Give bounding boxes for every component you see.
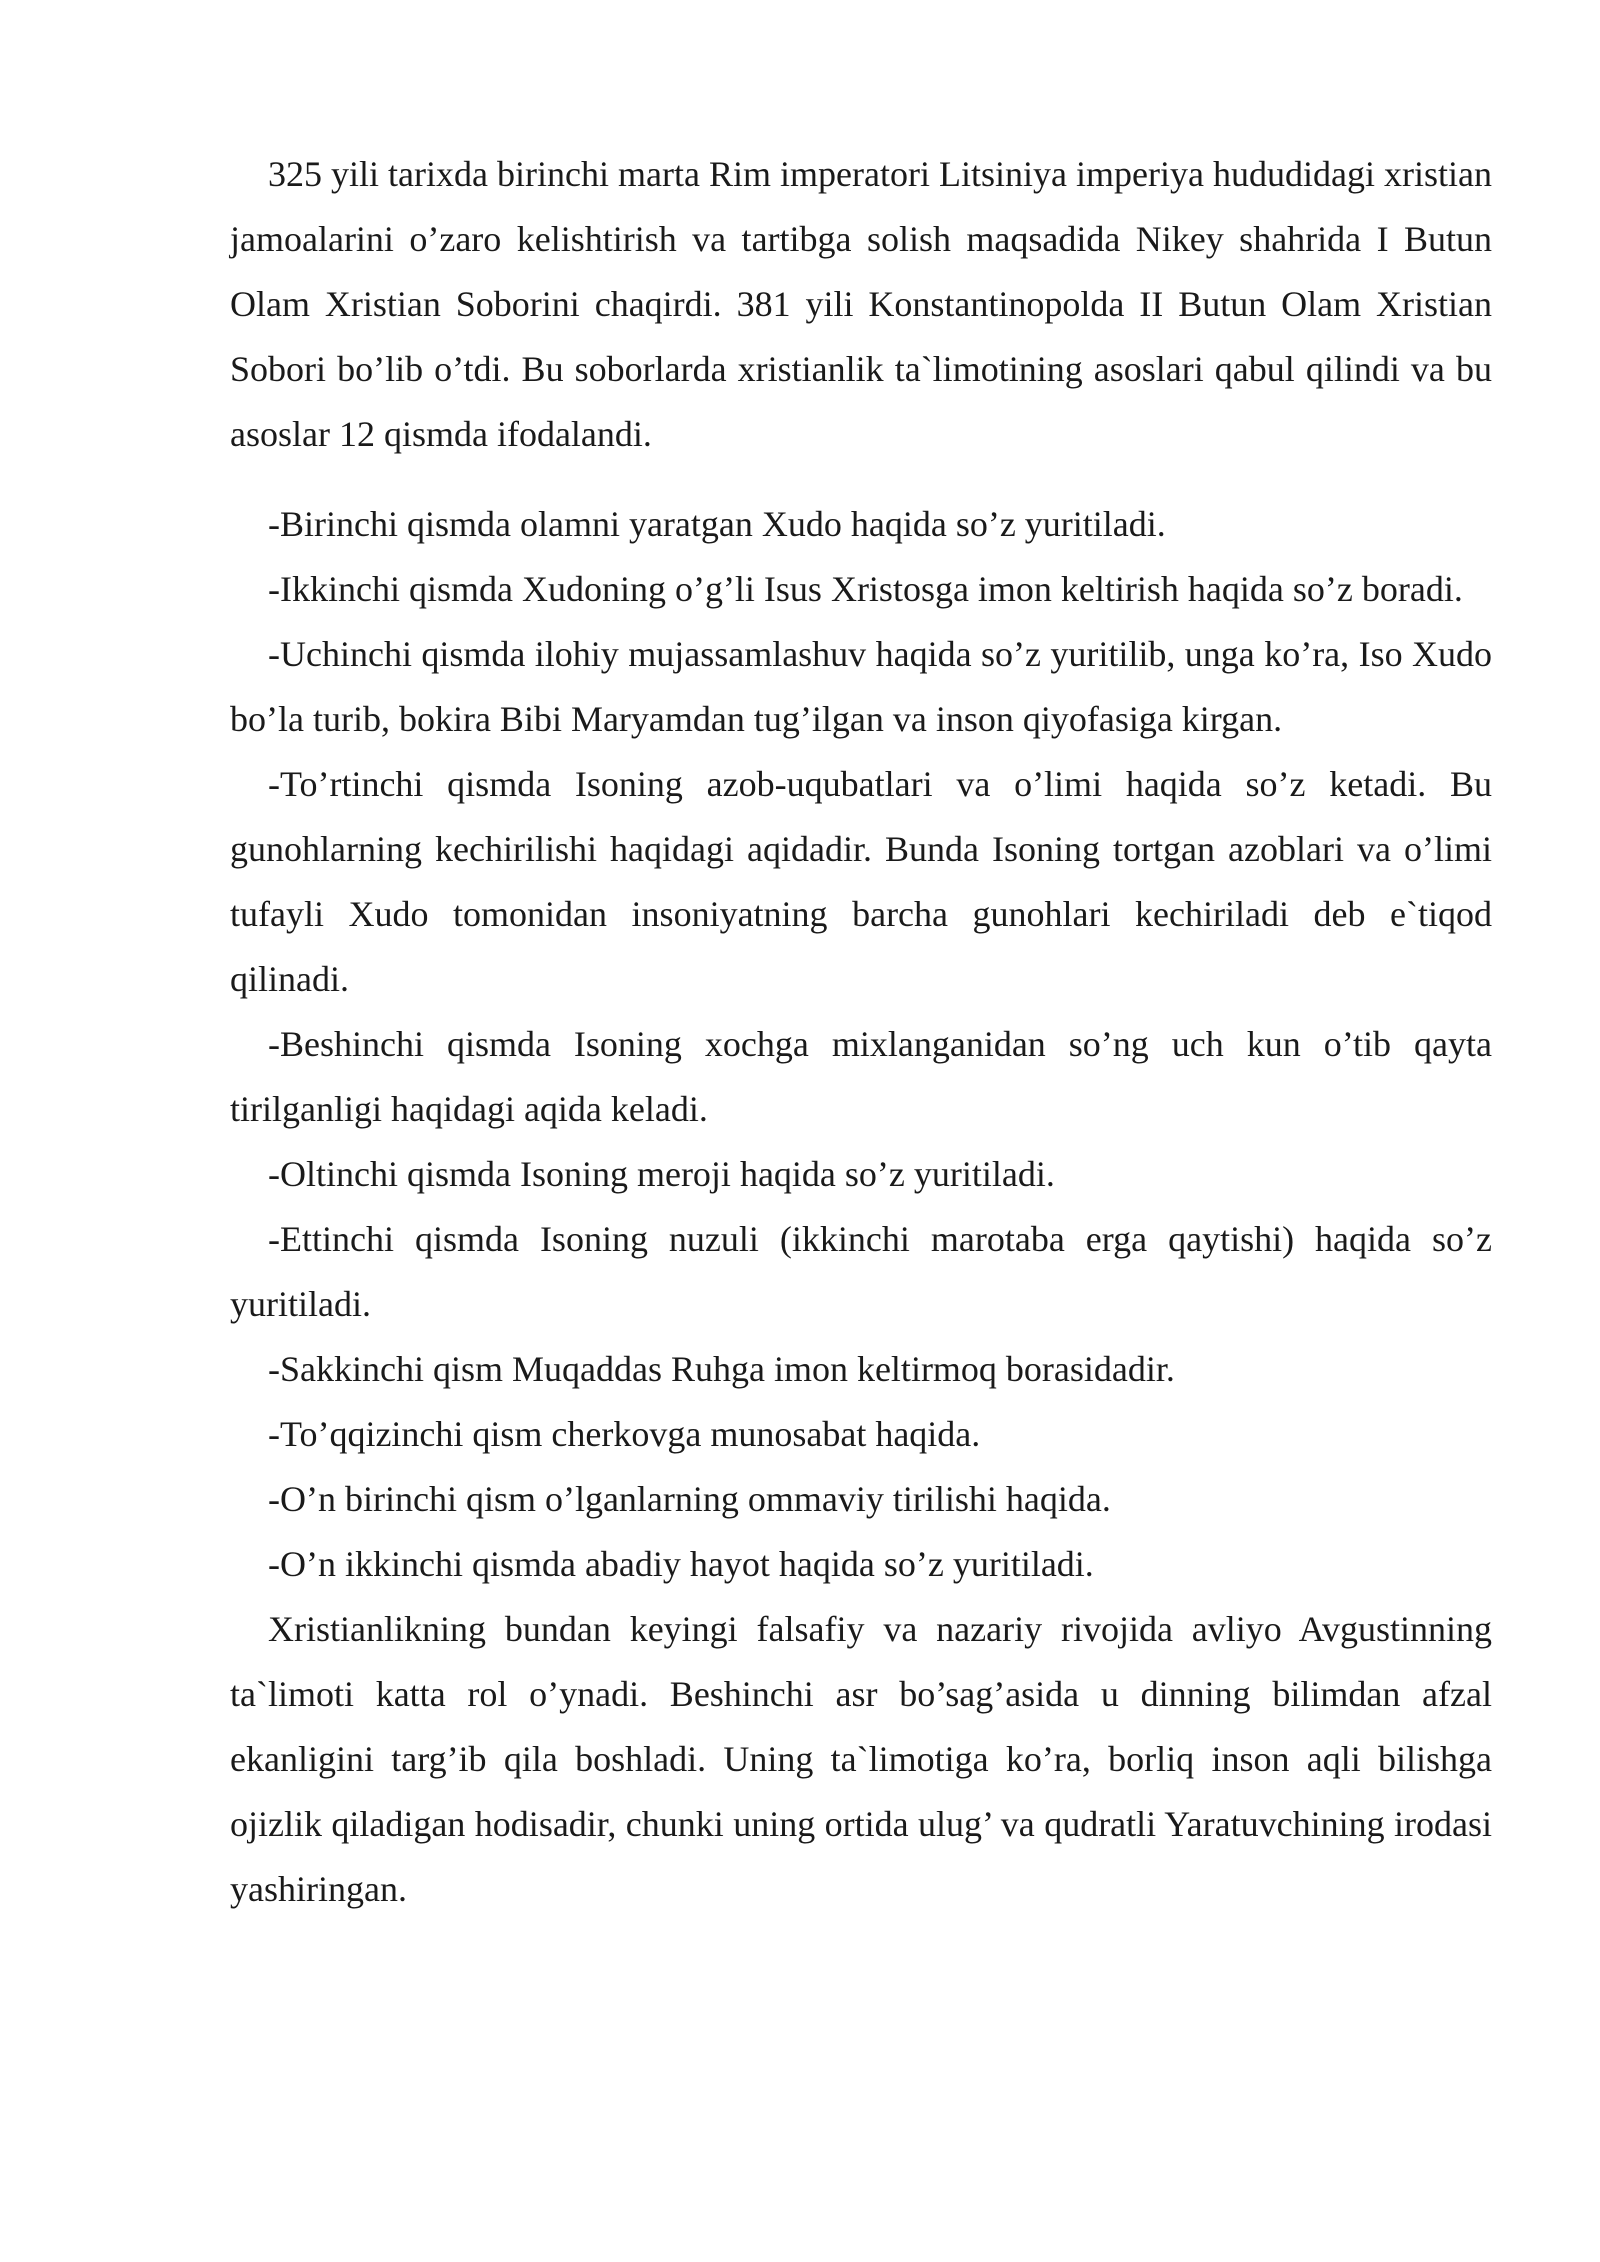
creed-part-3-paragraph: -Uchinchi qismda ilohiy mujassamlashuv haqida so’z yuritilib, unga ko’ra, Iso Xudo bo’la turib, bokira Bibi Maryamdan tug’ilgan va inson qiyofasiga kirgan.	[230, 634, 1492, 739]
creed-part-11-paragraph: -O’n birinchi qism o’lganlarning ommaviy tirilishi haqida.	[268, 1479, 1111, 1519]
creed-part-12-paragraph: -O’n ikkinchi qismda abadiy hayot haqida so’z yuritiladi.	[268, 1544, 1094, 1584]
creed-part-7-paragraph: -Ettinchi qismda Isoning nuzuli (ikkinchi marotaba erga qaytishi) haqida so’z yuritiladi.	[230, 1219, 1492, 1324]
creed-part-6-paragraph: -Oltinchi qismda Isoning meroji haqida so’z yuritiladi.	[268, 1154, 1055, 1194]
creed-part-5-paragraph: -Beshinchi qismda Isoning xochga mixlanganidan so’ng uch kun o’tib qayta tirilganligi haqidagi aqida keladi.	[230, 1024, 1492, 1129]
creed-part-2-paragraph: -Ikkinchi qismda Xudoning o’g’li Isus Xristosga imon keltirish haqida so’z boradi.	[268, 569, 1463, 609]
intro-paragraph: 325 yili tarixda birinchi marta Rim imperatori Litsiniya imperiya hududidagi xristian jamoalarini o’zaro kelishtirish va tartibga solish maqsadida Nikey shahrida I Butun Olam Xristian Soborini chaqirdi. 381 yili Konstantinopolda II Butun Olam Xristian Sobori bo’lib o’tdi. Bu soborlarda xristianlik ta`limotining asoslari qabul qilindi va bu asoslar 12 qismda ifodalandi.	[230, 154, 1492, 454]
document-page	[230, 142, 1492, 1922]
creed-part-9-paragraph: -To’qqizinchi qism cherkovga munosabat haqida.	[268, 1414, 981, 1454]
creed-part-1-paragraph: -Birinchi qismda olamni yaratgan Xudo haqida so’z yuritiladi.	[268, 504, 1166, 544]
creed-part-8-paragraph: -Sakkinchi qism Muqaddas Ruhga imon keltirmoq borasidadir.	[268, 1349, 1175, 1389]
creed-part-4-paragraph: -To’rtinchi qismda Isoning azob-uqubatlari va o’limi haqida so’z ketadi. Bu gunohlarning kechirilishi haqidagi aqidadir. Bunda Isoning tortgan azoblari va o’limi tufayli Xudo tomonidan insoniyatning barcha gunohlari kechiriladi deb e`tiqod qilinadi.	[230, 764, 1492, 999]
augustine-paragraph: Xristianlikning bundan keyingi falsafiy va nazariy rivojida avliyo Avgustinning ta`limoti katta rol o’ynadi. Beshinchi asr bo’sag’asida u dinning bilimdan afzal ekanligini targ’ib qila boshladi. Uning ta`limotiga ko’ra, borliq inson aqli bilishga ojizlik qiladigan hodisadir, chunki uning ortida ulug’ va qudratli Yaratuvchining irodasi yashiringan.	[230, 1609, 1492, 1909]
